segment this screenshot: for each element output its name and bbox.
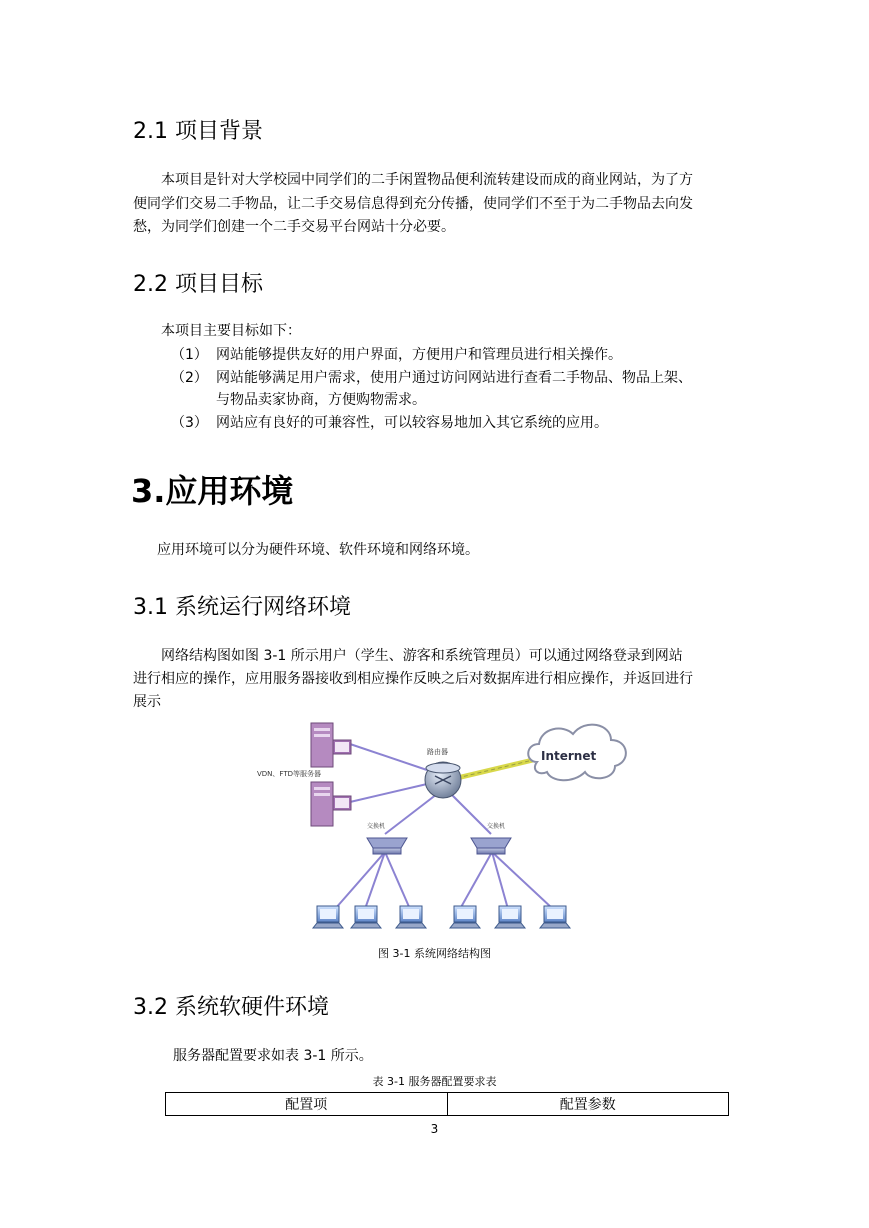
goal-1-number: （1） [171, 347, 208, 363]
table-caption: 表 3-1 服务器配置要求表 [372, 1075, 497, 1088]
goal-2-text-line-2: 与物品卖家协商，方便购物需求。 [216, 392, 426, 408]
switch-right-label: 交换机 [487, 823, 506, 830]
heading-3: 3.应用环境 [131, 472, 294, 510]
heading-3-1: 3.1 系统运行网络环境 [133, 595, 351, 620]
server-label: VDN、FTD等服务器 [257, 770, 321, 778]
network-diagram [255, 714, 645, 938]
switch-icon-left [367, 838, 407, 854]
router-label: 路由器 [427, 748, 448, 756]
table-header-param: 配置参数 [447, 1093, 729, 1116]
paragraph-3-1-line-1: 网络结构图如图 3-1 所示用户（学生、游客和系统管理员）可以通过网络登录到网站 [161, 648, 683, 664]
goal-3-text: 网站应有良好的可兼容性，可以较容易地加入其它系统的应用。 [216, 415, 608, 431]
paragraph-2-1-line-1: 本项目是针对大学校园中同学们的二手闲置物品便利流转建设而成的商业网站，为了方 [161, 172, 693, 188]
goal-2-number: （2） [171, 370, 208, 386]
goal-3-number: （3） [171, 415, 208, 431]
goal-1-text: 网站能够提供友好的用户界面，方便用户和管理员进行相关操作。 [216, 347, 622, 363]
paragraph-3-2: 服务器配置要求如表 3-1 所示。 [173, 1048, 373, 1064]
goal-2-text-line-1: 网站能够满足用户需求，使用户通过访问网站进行查看二手物品、物品上架、 [216, 370, 692, 386]
paragraph-2-1-line-3: 愁，为同学们创建一个二手交易平台网站十分必要。 [133, 219, 455, 235]
goals-intro: 本项目主要目标如下： [161, 323, 301, 339]
server-config-table [165, 1092, 729, 1116]
internet-label: Internet [541, 749, 597, 763]
paragraph-2-1-line-2: 便同学们交易二手物品，让二手交易信息得到充分传播，使同学们不至于为二手物品去向发 [133, 196, 693, 212]
figure-caption: 图 3-1 系统网络结构图 [378, 947, 491, 960]
heading-2-1: 2.1 项目背景 [133, 119, 263, 144]
page-number: 3 [430, 1122, 439, 1136]
switch-left-label: 交换机 [367, 823, 386, 830]
switch-icon-right [471, 838, 511, 854]
router-icon [425, 762, 461, 798]
paragraph-3: 应用环境可以分为硬件环境、软件环境和网络环境。 [157, 542, 479, 558]
heading-2-2: 2.2 项目目标 [133, 272, 263, 297]
heading-3-2: 3.2 系统软硬件环境 [133, 995, 329, 1020]
paragraph-3-1-line-3: 展示 [133, 694, 161, 710]
paragraph-3-1-line-2: 进行相应的操作，应用服务器接收到相应操作反映之后对数据库进行相应操作，并返回进行 [133, 671, 693, 687]
table-header-item: 配置项 [166, 1093, 448, 1116]
